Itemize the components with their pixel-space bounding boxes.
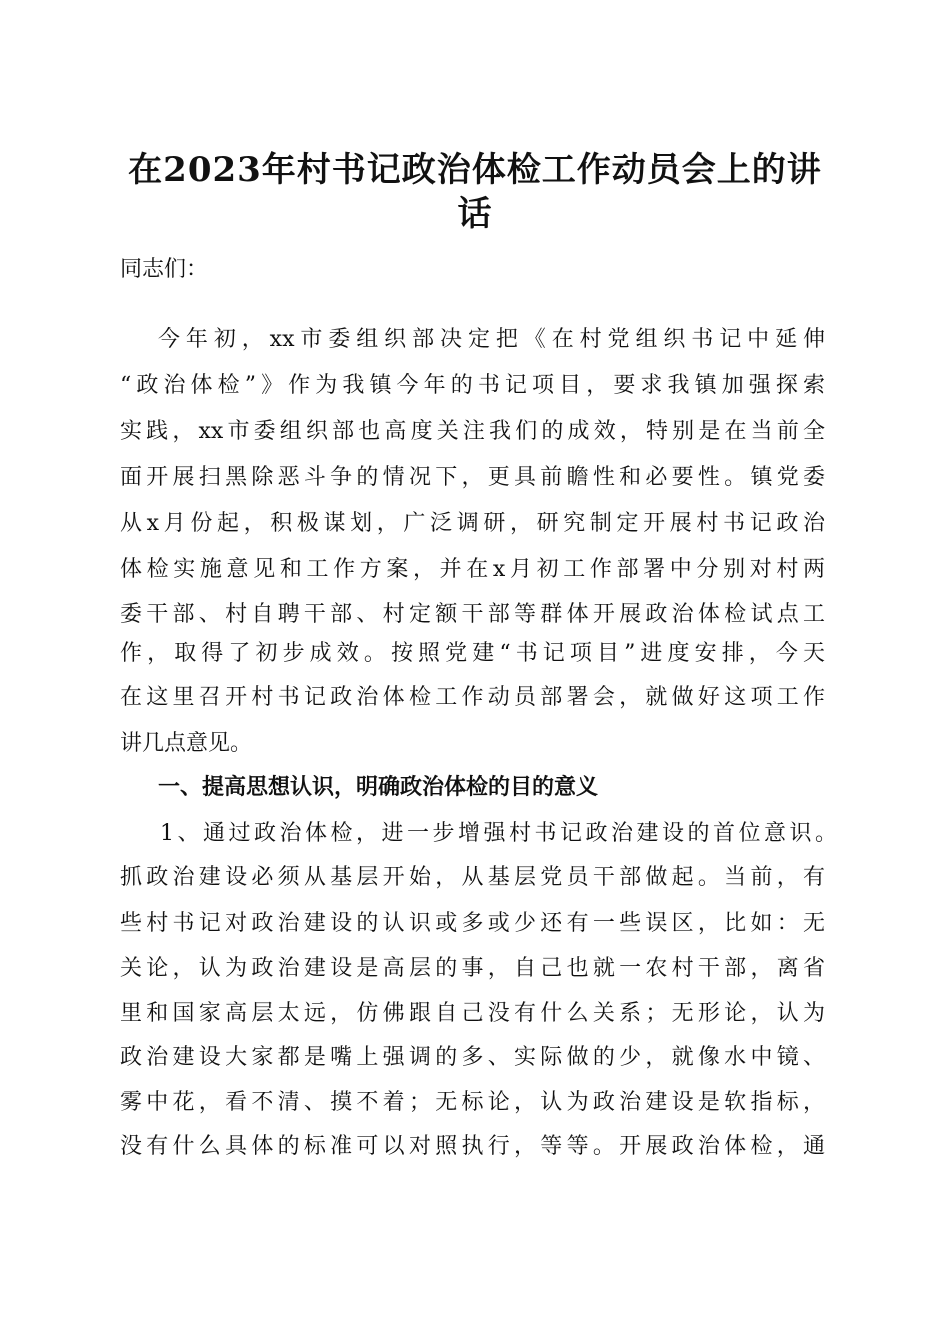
paragraph-line: 雾中花，看不清、摸不着；无标论，认为政治建设是软指标， — [120, 1090, 825, 1115]
document-title-line-2: 话 — [457, 194, 493, 234]
paragraph-line: 里和国家高层太远，仿佛跟自己没有什么关系；无形论，认为 — [120, 1001, 825, 1026]
paragraph-line: 抓政治建设必须从基层开始，从基层党员干部做起。当前，有 — [120, 865, 825, 890]
paragraph-line: 关论，认为政治建设是高层的事，自己也就一农村干部，离省 — [120, 956, 825, 981]
paragraph-line: 在这里召开村书记政治体检工作动员部署会，就做好这项工作 — [120, 685, 825, 710]
paragraph-line: 体检实施意见和工作方案，并在x月初工作部署中分别对村两 — [120, 557, 825, 582]
document-title-line-1: 在2023年村书记政治体检工作动员会上的讲 — [128, 150, 822, 190]
paragraph-line: 1、通过政治体检，进一步增强村书记政治建设的首位意识。 — [160, 821, 837, 846]
salutation: 同志们： — [120, 257, 209, 282]
paragraph-line: 今年初，xx市委组织部决定把《在村党组织书记中延伸 — [158, 327, 825, 352]
paragraph-line: 讲几点意见。 — [120, 731, 253, 756]
paragraph-line: 些村书记对政治建设的认识或多或少还有一些误区，比如：无 — [120, 911, 825, 936]
paragraph-line: 作，取得了初步成效。按照党建“书记项目”进度安排，今天 — [120, 641, 825, 666]
section-heading: 一、提高思想认识，明确政治体检的目的意义 — [158, 775, 599, 800]
paragraph-line: “政治体检”》作为我镇今年的书记项目，要求我镇加强探索 — [120, 373, 825, 398]
paragraph-line: 委干部、村自聘干部、村定额干部等群体开展政治体检试点工 — [120, 602, 825, 627]
paragraph-line: 从x月份起，积极谋划，广泛调研，研究制定开展村书记政治 — [120, 511, 825, 536]
paragraph-line: 实践，xx市委组织部也高度关注我们的成效，特别是在当前全 — [120, 419, 825, 444]
paragraph-line: 政治建设大家都是嘴上强调的多、实际做的少，就像水中镜、 — [120, 1045, 825, 1070]
paragraph-line: 没有什么具体的标准可以对照执行，等等。开展政治体检，通 — [120, 1134, 825, 1159]
paragraph-line: 面开展扫黑除恶斗争的情况下，更具前瞻性和必要性。镇党委 — [120, 465, 825, 490]
